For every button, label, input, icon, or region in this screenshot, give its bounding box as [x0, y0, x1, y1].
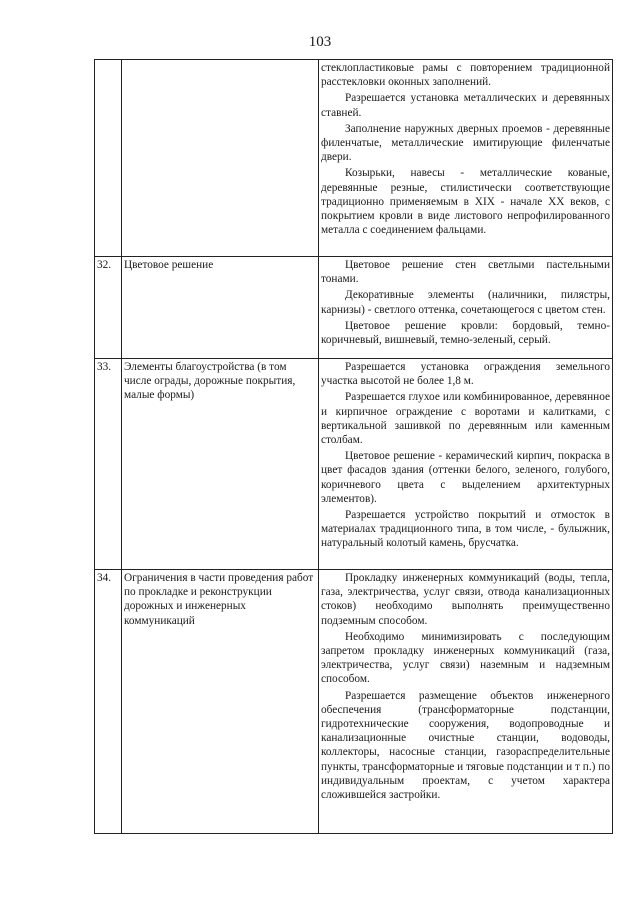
paragraph: Разрешается устройство покрытий и отмосток в материалах традиционного типа, в том числе, - булыжник, натуральный колотый камень, брусчатка. [321, 509, 610, 550]
table-row [95, 570, 613, 834]
row-name-cell [122, 60, 319, 257]
requirements-table [94, 59, 613, 834]
paragraph: стеклопластиковые рамы с повторением традиционной расстекловки оконных заполнений. [321, 62, 610, 89]
row-content-cell [319, 60, 613, 257]
paragraph: Разрешается размещение объектов инженерного обеспечения (трансформаторные подстанции, гидротехнические сооружения, водопроводные и канализационные очистные станции, водоводы, коллекторы, насосные станции, газораспределительные пункты, трансформаторные и тяговые подстанции и т п.) по индивидуальным проектам, с учетом характера сложившейся застройки. [321, 689, 610, 802]
paragraph: Цветовое решение кровли: бордовый, темно-коричневый, вишневый, темно-зеленый, серый. [321, 319, 610, 347]
row-content-cell [319, 570, 613, 834]
row-number-cell: 33. [95, 359, 122, 570]
paragraph: Козырьки, навесы - металлические кованые, деревянные резные, стилистически соответствующие традиционно применяемым в XIX - начале XX веков, с покрытием кровли в виде листового непрофилированного металла с соединением фальцами. [321, 167, 610, 237]
table-row [95, 60, 613, 257]
paragraph: Декоративные элементы (наличники, пилястры, карнизы) - светлого оттенка, сочетающегося с цветом стен. [321, 289, 610, 316]
row-name-cell: Элементы благоустройства (в том числе ограды, дорожные покрытия, малые формы) [122, 359, 319, 570]
table-row [95, 257, 613, 359]
paragraph: Разрешается установка металлических и деревянных ставней. [321, 92, 610, 119]
row-name-cell: Цветовое решение [122, 257, 319, 359]
row-number-cell [95, 60, 122, 257]
page-number: 103 [308, 34, 332, 50]
table-row [95, 359, 613, 570]
row-number-cell: 32. [95, 257, 122, 359]
row-content-cell [319, 257, 613, 359]
row-number-cell: 34. [95, 570, 122, 834]
paragraph: Прокладку инженерных коммуникаций (воды, тепла, газа, электричества, услуг связи, отвода канализационных стоков) необходимо выполнять преимущественно подземным способом. [321, 572, 610, 627]
paragraph: Необходимо минимизировать с последующим запретом прокладку инженерных коммуникаций (газа, электричества, услуг связи) наземным и надземным способом. [321, 630, 610, 686]
row-name-cell: Ограничения в части проведения работ по прокладке и реконструкции дорожных и инженерных коммуникаций [122, 570, 319, 834]
paragraph: Цветовое решение - керамический кирпич, покраска в цвет фасадов здания (оттенки белого, зеленого, голубого, коричневого цвета с выделением архитектурных элементов). [321, 450, 610, 505]
paragraph: Разрешается установка ограждения земельного участка высотой не более 1,8 м. [321, 361, 610, 388]
paragraph: Цветовое решение стен светлыми пастельными тонами. [321, 259, 610, 286]
paragraph: Заполнение наружных дверных проемов - деревянные филенчатые, металлические имитирующие филенчатые двери. [321, 122, 610, 164]
row-content-cell [319, 359, 613, 570]
paragraph: Разрешается глухое или комбинированное, деревянное и кирпичное ограждение с воротами и калитками, с вертикальной зашивкой по деревянным или каменным столбам. [321, 391, 610, 447]
